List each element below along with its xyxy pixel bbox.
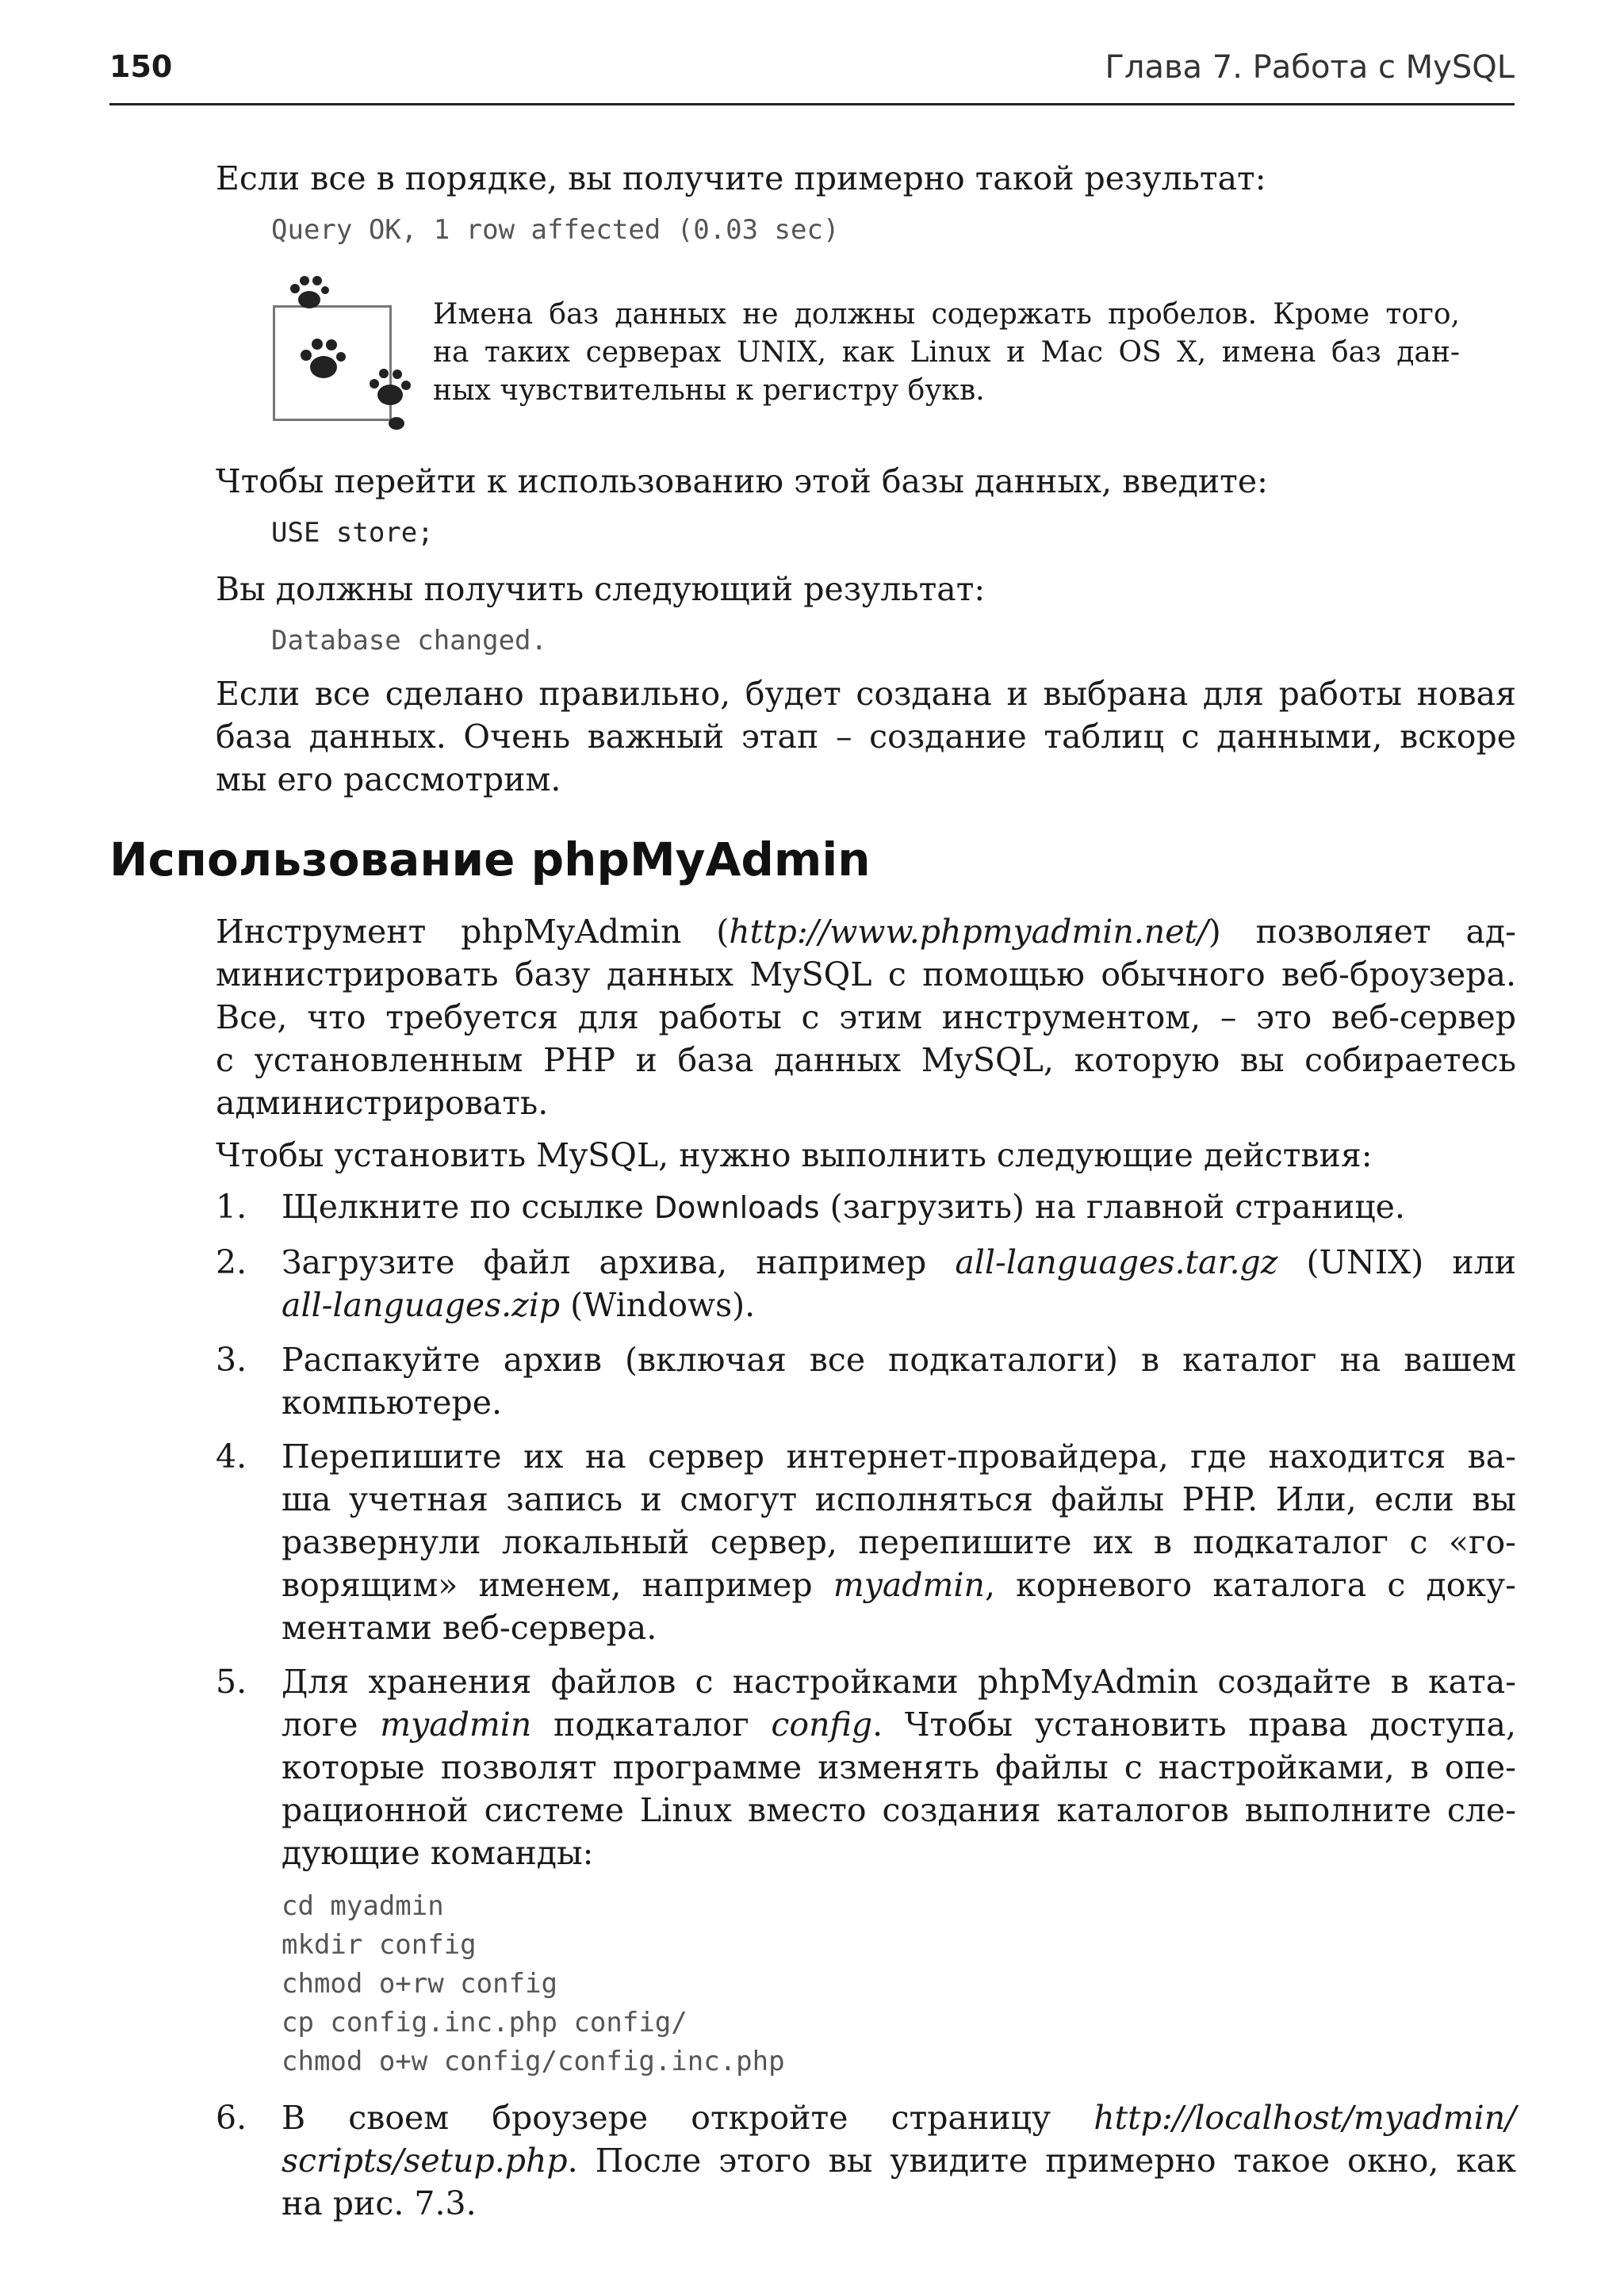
paragraph-line: администрировать. (216, 1084, 549, 1122)
code-line: chmod o+w config/config.inc.php (282, 2046, 785, 2077)
text-span: ) позволяет ад- (1208, 913, 1516, 951)
text-span: (Windows). (560, 1286, 756, 1324)
step-number: 1. (216, 1188, 247, 1226)
step-line: ментами веб-сервера. (282, 1609, 657, 1647)
intro-paragraph: Если все в порядке, вы получите примерно такой результат: (216, 159, 1266, 197)
code-line: cp config.inc.php config/ (282, 2007, 688, 2039)
page-number: 150 (109, 49, 173, 84)
step-number: 4. (216, 1438, 247, 1476)
step-5 (282, 1660, 1516, 1874)
step-line: на рис. 7.3. (282, 2184, 477, 2222)
text-span: Щелкните по ссылке (282, 1188, 654, 1226)
step-line (282, 1241, 1516, 1284)
step-line: ша учетная запись и смогут исполняться файлы PHP. Или, если вы (282, 1480, 1516, 1518)
step-2 (282, 1241, 1516, 1326)
note-line: на таких серверах UNIX, как Linux и Mac OS X, имена баз дан- (433, 336, 1460, 369)
paragraph-line (216, 910, 1516, 953)
summary-line: мы его рассмотрим. (216, 760, 561, 798)
section-heading: Использование phpMyAdmin (109, 833, 871, 886)
step-line: дующие команды: (282, 1834, 594, 1872)
chapter-title: Глава 7. Работа с MySQL (1105, 49, 1515, 86)
code-line: mkdir config (282, 1929, 477, 1961)
running-header (109, 40, 1515, 105)
summary-line: Если все сделано правильно, будет создана и выбрана для работы новая (216, 675, 1516, 713)
text-span: (загрузить) на главной странице. (819, 1188, 1405, 1226)
note-line: ных чувствительны к регистру букв. (433, 374, 985, 407)
summary-paragraph (216, 672, 1516, 801)
step-4 (282, 1435, 1516, 1649)
setup-url[interactable]: http://localhost/myadmin/ (1094, 2099, 1516, 2137)
text-span: логе (282, 1706, 381, 1744)
code-line: cd myadmin (282, 1890, 444, 1922)
code-line: chmod o+rw config (282, 1968, 557, 2000)
paragraph-line: Все, что требуется для работы с этим инструментом, – это веб-сервер (216, 998, 1516, 1036)
step-line (282, 1564, 1516, 1606)
step-number: 5. (216, 1663, 247, 1701)
step-line: компьютере. (282, 1384, 503, 1422)
text-span: , корневого каталога с доку- (984, 1566, 1516, 1604)
text-span: В своем броузере откройте страницу (282, 2099, 1094, 2137)
text-span: . После этого вы увидите примерно такое окно, как (567, 2142, 1516, 2180)
dirname-config: config (771, 1706, 873, 1744)
steps-intro: Чтобы установить MySQL, нужно выполнить следующие действия: (216, 1136, 1373, 1174)
text-span: (UNIX) или (1277, 1243, 1517, 1281)
note-text (433, 296, 1460, 410)
text-span: Загрузите файл архива, например (282, 1243, 956, 1281)
note-line: Имена баз данных не должны содержать пробелов. Кроме того, (433, 298, 1460, 331)
text-span: подкаталог (531, 1706, 772, 1744)
text-span: Инструмент phpMyAdmin ( (216, 913, 730, 951)
step-line (282, 2096, 1516, 2139)
dirname-myadmin: myadmin (833, 1566, 985, 1604)
step-line (282, 1284, 1516, 1326)
code-use-store: USE store; (271, 517, 434, 549)
text-span: . Чтобы установить права доступа, (872, 1706, 1516, 1744)
step-line: которые позволят программе изменять файлы с настройками, в опе- (282, 1748, 1516, 1786)
step-1 (282, 1185, 1516, 1229)
step-line: рационной системе Linux вместо создания каталогов выполните сле- (282, 1791, 1516, 1829)
shell-commands (282, 1887, 785, 2081)
filename-zip: all-languages.zip (282, 1286, 561, 1324)
step-number: 2. (216, 1243, 247, 1281)
result-paragraph: Вы должны получить следующий результат: (216, 570, 986, 608)
step-number: 3. (216, 1341, 247, 1379)
paragraph-line: с установленным PHP и база данных MySQL, которую вы собираетесь (216, 1041, 1516, 1079)
summary-line: база данных. Очень важный этап – создание таблиц с данными, вскоре (216, 718, 1516, 756)
dirname-myadmin: myadmin (380, 1706, 532, 1744)
step-line: Для хранения файлов с настройками phpMyAdmin создайте в ката- (282, 1663, 1516, 1701)
text-span: ворящим» именем, например (282, 1566, 833, 1604)
setup-url[interactable]: scripts/setup.php (282, 2142, 568, 2180)
step-line: Перепишите их на сервер интернет-провайдера, где находится ва- (282, 1438, 1516, 1476)
step-line: Распакуйте архив (включая все подкаталоги) в каталог на вашем (282, 1341, 1516, 1379)
paw-prints-icon (278, 268, 428, 435)
code-database-changed: Database changed. (271, 625, 547, 657)
phpmyadmin-url[interactable]: http://www.phpmyadmin.net/ (729, 913, 1208, 951)
paragraph-line: министрировать базу данных MySQL с помощью обычного веб-броузера. (216, 955, 1516, 993)
step-number: 6. (216, 2099, 247, 2137)
use-db-paragraph: Чтобы перейти к использованию этой базы данных, введите: (216, 462, 1268, 500)
filename-tar: all-languages.tar.gz (955, 1243, 1278, 1281)
step-line (282, 2139, 1516, 2182)
code-query-ok: Query OK, 1 row affected (0.03 sec) (271, 214, 840, 246)
step-6 (282, 2096, 1516, 2225)
phpmyadmin-paragraph (216, 910, 1516, 1124)
step-3 (282, 1338, 1516, 1424)
downloads-label: Downloads (653, 1190, 820, 1225)
step-line: развернули локальный сервер, перепишите их в подкаталог с «го- (282, 1523, 1516, 1561)
step-line (282, 1703, 1516, 1746)
